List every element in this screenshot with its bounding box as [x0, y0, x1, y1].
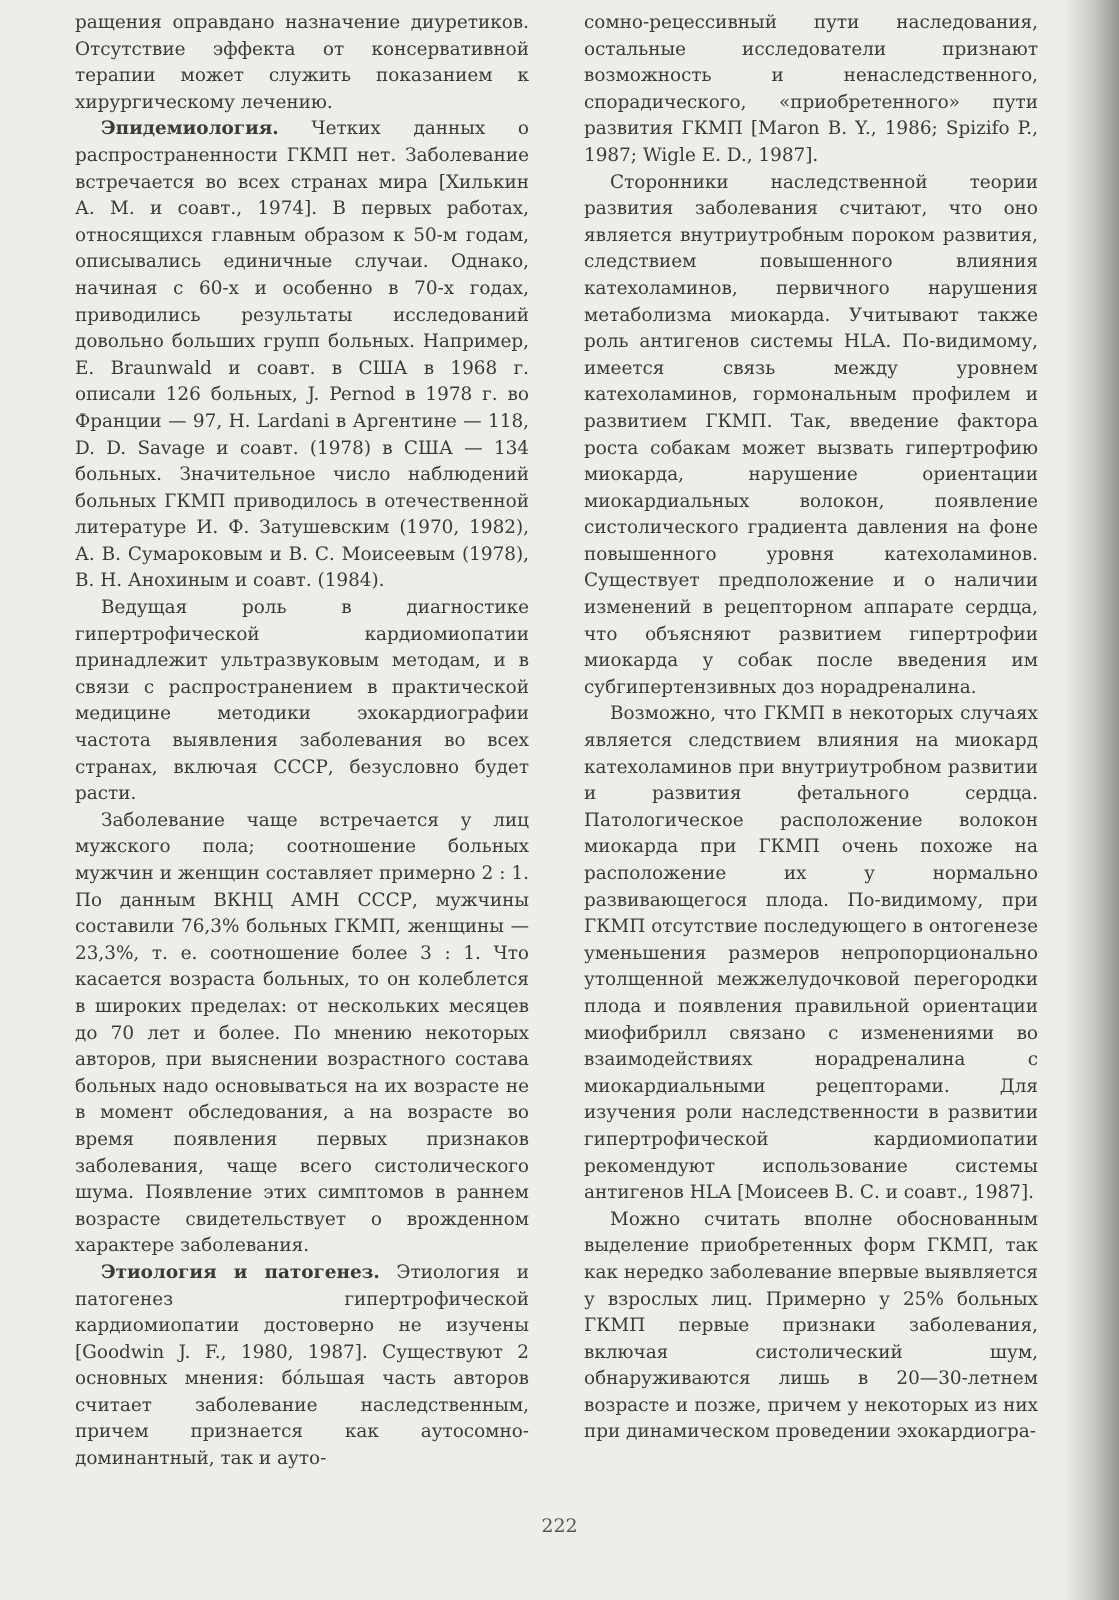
right-column — [584, 10, 1038, 1446]
section-heading: Эпидемиология. — [101, 118, 279, 140]
paragraph — [584, 170, 1038, 702]
paragraph-text: Заболевание чаще встречается у лиц мужского пола; соотношение больных мужчин и женщин составляет примерно 2 : 1. По данным ВКНЦ АМН СССР, мужчины составили 76,3% больных ГКМП, женщины — 23,3%, т. е. соотношение более 3 : 1. Что касается возраста больных, то он колеблется в широких пределах: от нескольких месяцев до 70 лет и более. По мнению некоторых авторов, при выяснении возрастного состава больных надо основываться на их возрасте не в момент обследования, а на возрасте во время появления первых признаков заболевания, чаще всего систолического шума. Появление этих симптомов в раннем возрасте свидетельствует о врожденном характере заболевания. — [75, 809, 529, 1257]
paragraph — [75, 808, 529, 1260]
paragraph — [75, 10, 529, 116]
paragraph-text: Возможно, что ГКМП в некоторых случаях является следствием влияния на миокард катехоламинов при внутриутробном развитии и развития фетального сердца. Патологическое расположение волокон миокарда при ГКМП очень похоже на расположение их у нормально развивающегося плода. По-видимому, при ГКМП отсутствие последующего в онтогенезе уменьшения размеров непропорционально утолщенной межжелудочковой перегородки плода и появления правильной ориентации миофибрилл связано с изменениями во взаимодействиях норадреналина с миокардиальными рецепторами. Для изучения роли наследственности в развитии гипертрофической кардиомиопатии рекомендуют использование системы антигенов HLA [Моисеев В. С. и соавт., 1987]. — [584, 703, 1038, 1204]
paragraph — [584, 10, 1038, 170]
paragraph-text: сомно-рецессивный пути наследования, остальные исследователи признают возможность и ненаследственного, спорадического, «приобретенного» пути развития ГКМП [Maron B. Y., 1986; Spizifo P., 1987; Wigle E. D., 1987]. — [584, 12, 1038, 166]
section-heading: Этиология и патогенез. — [101, 1261, 380, 1283]
paragraph — [584, 1207, 1038, 1446]
page-number: 222 — [541, 1515, 578, 1537]
paragraph-text: Ведущая роль в диагностике гипертрофической кардиомиопатии принадлежит ультразвуковым методам, и в связи с распространением в практической медицине методики эхокардиографии частота выявления заболевания во всех странах, включая СССР, безусловно будет расти. — [75, 597, 529, 805]
paragraph-etiology — [75, 1260, 529, 1473]
paragraph-text: Можно считать вполне обоснованным выделение приобретенных форм ГКМП, так как нередко заболевание впервые выявляется у взрослых лиц. Примерно у 25% больных ГКМП первые признаки заболевания, включая систолический шум, обнаруживаются лишь в 20—30-летнем возрасте и позже, причем у некоторых из них при динамическом проведении эхокардиогра- — [584, 1208, 1038, 1443]
paragraph-text: Четких данных о распространенности ГКМП нет. Заболевание встречается во всех странах мира [Хилькин А. М. и соавт., 1974]. В первых работах, относящихся главным образом к 50-м годам, описывались единичные случаи. Однако, начиная с 60-х и особенно в 70-х годах, приводились результаты исследований довольно больших групп больных. Например, E. Braunwald и соавт. в США в 1968 г. описали 126 больных, J. Pernod в 1978 г. во Франции — 97, H. Lardani в Аргентине — 118, D. D. Savage и соавт. (1978) в США — 134 больных. Значительное число наблюдений больных ГКМП приводилось в отечественной литературе И. Ф. Затушевским (1970, 1982), А. В. Сумароковым и В. С. Моисеевым (1978), В. Н. Анохиным и соавт. (1984). — [75, 118, 529, 592]
paragraph-text: Сторонники наследственной теории развития заболевания считают, что оно является внутриутробным пороком развития, следствием повышенного влияния катехоламинов, первичного нарушения метаболизма миокарда. Учитывают также роль антигенов системы HLA. По-видимому, имеется связь между уровнем катехоламинов, гормональным профилем и развитием ГКМП. Так, введение фактора роста собакам может вызвать гипертрофию миокарда, нарушение ориентации миокардиальных волокон, появление систолического градиента давления на фоне повышенного уровня катехоламинов. Существует предположение и о наличии изменений в рецепторном аппарате сердца, что объясняют развитием гипертрофии миокарда у собак после введения им субгипертензивных доз норадреналина. — [584, 171, 1038, 698]
paragraph — [75, 595, 529, 808]
left-column — [75, 10, 529, 1473]
paragraph — [584, 701, 1038, 1206]
paragraph-epidemiology — [75, 116, 529, 595]
paragraph-text: ращения оправдано назначение диуретиков. Отсутствие эффекта от консервативной терапии может служить показанием к хирургическому лечению. — [75, 12, 529, 113]
paragraph-text: Этиология и патогенез гипертрофической кардиомиопатии достоверно не изучены [Goodwin J. F., 1980, 1987]. Существуют 2 основных мнения: бóльшая часть авторов считает заболевание наследственным, причем признается как аутосомно-доминантный, так и ауто- — [75, 1261, 530, 1470]
binding-shadow — [1064, 0, 1119, 1600]
